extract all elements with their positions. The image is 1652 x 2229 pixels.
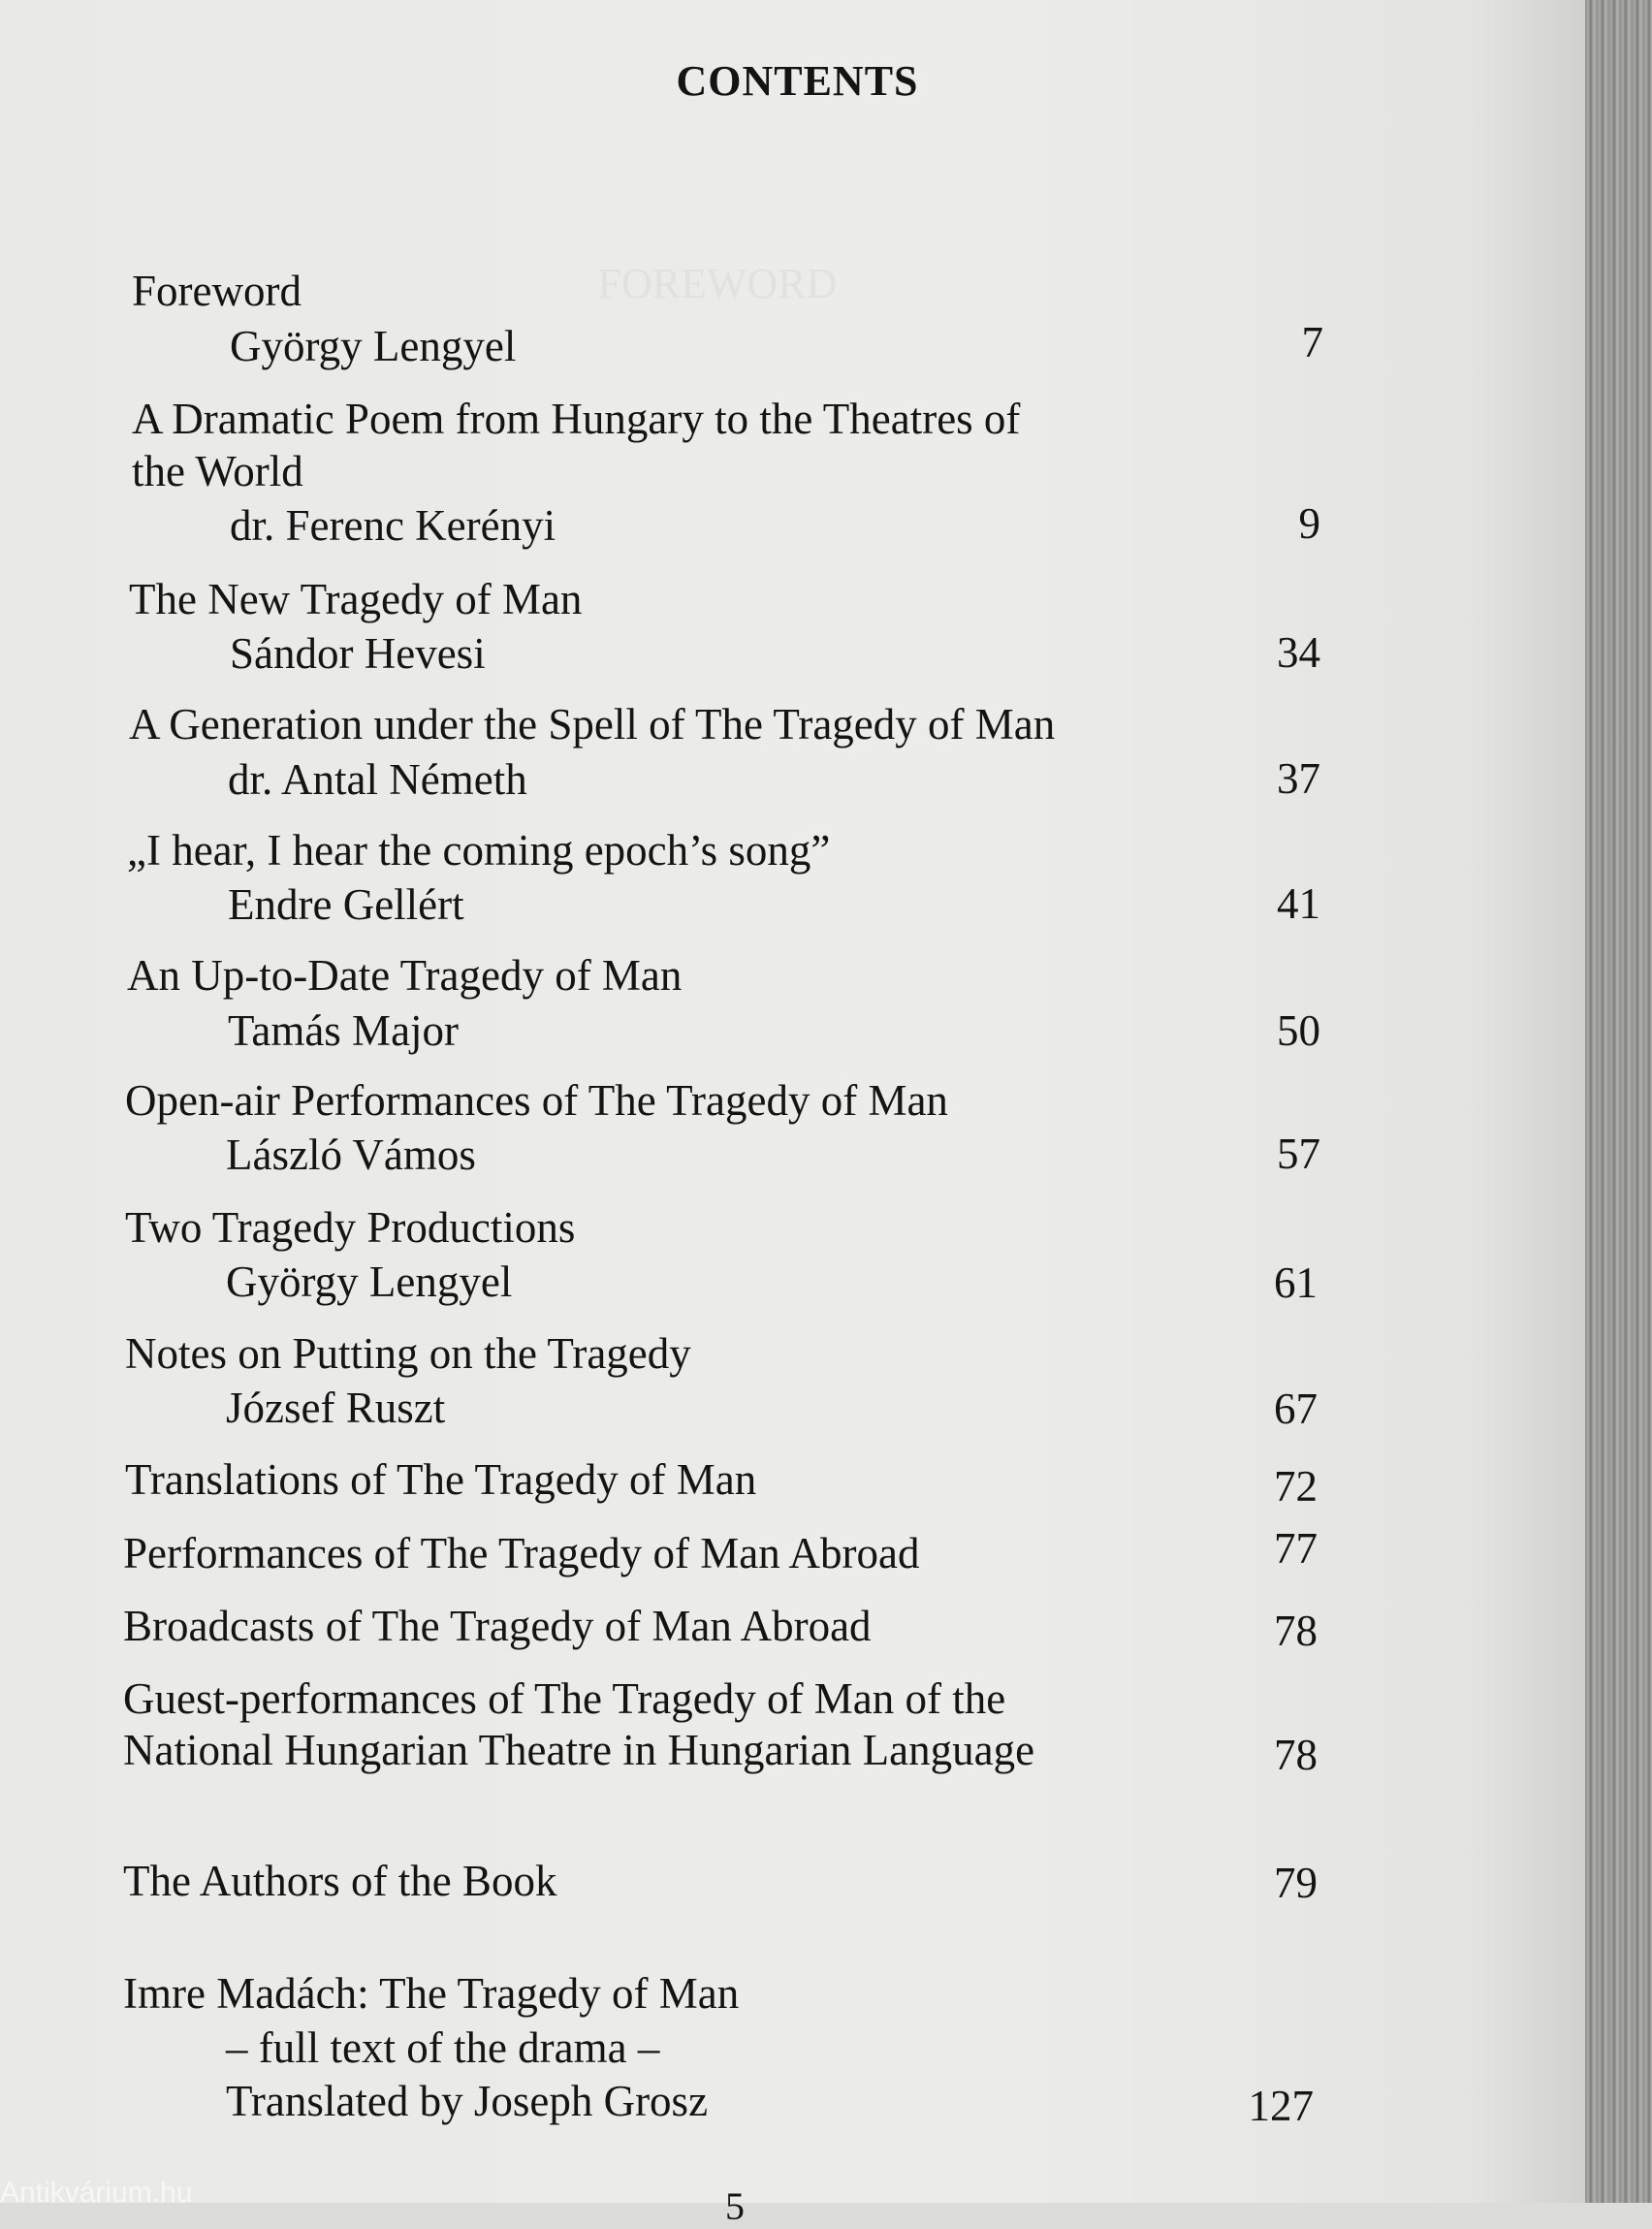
toc-page-number: 7 bbox=[1301, 318, 1323, 366]
toc-entry-subline: Endre Gellért bbox=[228, 880, 464, 929]
toc-entry-subline: Translated by Joseph Grosz bbox=[226, 2077, 709, 2125]
toc-entry-title: Notes on Putting on the Tragedy bbox=[125, 1329, 691, 1378]
toc-entry-title: Two Tragedy Productions bbox=[125, 1203, 576, 1252]
toc-page-number: 77 bbox=[1274, 1524, 1318, 1573]
toc-entry-subline: Tamás Major bbox=[228, 1006, 460, 1055]
page-edge bbox=[1585, 0, 1652, 2203]
toc-entry-subline: Sándor Hevesi bbox=[230, 629, 486, 678]
toc-page-number: 67 bbox=[1274, 1385, 1318, 1433]
toc-entry-title: Translations of The Tragedy of Man bbox=[125, 1455, 757, 1504]
toc-entry-subline: György Lengyel bbox=[230, 322, 517, 370]
toc-entry-subline: dr. Antal Németh bbox=[228, 755, 527, 804]
toc-page-number: 50 bbox=[1277, 1006, 1320, 1055]
toc-entry-title: A Generation under the Spell of The Tragedy of Man bbox=[129, 700, 1056, 748]
toc-entry-subline: – full text of the drama – bbox=[226, 2023, 660, 2072]
toc-entry-title: Broadcasts of The Tragedy of Man Abroad bbox=[123, 1602, 872, 1650]
toc-page-number: 57 bbox=[1277, 1130, 1320, 1178]
toc-entry-title: An Up-to-Date Tragedy of Man bbox=[127, 951, 683, 1000]
toc-entry-subline: dr. Ferenc Kerényi bbox=[230, 501, 556, 550]
toc-page-number: 61 bbox=[1274, 1258, 1318, 1307]
toc-entry-subline: József Ruszt bbox=[226, 1384, 446, 1432]
toc-page-number: 9 bbox=[1298, 499, 1320, 548]
toc-entry-title: A Dramatic Poem from Hungary to the Theatres of bbox=[132, 395, 1021, 443]
toc-entry-title: Foreword bbox=[132, 267, 302, 315]
toc-entry-subline: the World bbox=[132, 447, 303, 495]
toc-entry-title: Guest-performances of The Tragedy of Man of the bbox=[123, 1674, 1006, 1723]
toc-entry-subline: György Lengyel bbox=[226, 1258, 513, 1306]
toc-entry-title: The Authors of the Book bbox=[123, 1857, 557, 1905]
page-title: CONTENTS bbox=[676, 57, 919, 105]
watermark: Antikvárium.hu bbox=[0, 2177, 193, 2209]
toc-entry-title: Imre Madách: The Tragedy of Man bbox=[123, 1969, 740, 2018]
toc-entry-subline: László Vámos bbox=[226, 1130, 476, 1179]
toc-entry-title: Open-air Performances of The Tragedy of Man bbox=[125, 1076, 948, 1125]
page-number: 5 bbox=[725, 2184, 745, 2228]
toc-entry-title: Performances of The Tragedy of Man Abroad bbox=[123, 1529, 920, 1577]
toc-page-number: 127 bbox=[1248, 2082, 1314, 2130]
toc-page-number: 79 bbox=[1274, 1859, 1318, 1907]
toc-page-number: 34 bbox=[1277, 628, 1320, 677]
toc-page-number: 72 bbox=[1274, 1462, 1318, 1511]
toc-page-number: 37 bbox=[1277, 754, 1320, 803]
toc-entry-title: The New Tragedy of Man bbox=[129, 575, 583, 623]
toc-page-number: 78 bbox=[1274, 1607, 1318, 1655]
toc-entry-title: „I hear, I hear the coming epoch’s song” bbox=[127, 826, 831, 875]
toc-entry-subline: National Hungarian Theatre in Hungarian Language bbox=[123, 1726, 1035, 1774]
toc-page-number: 41 bbox=[1277, 879, 1320, 928]
toc-page-number: 78 bbox=[1274, 1731, 1318, 1779]
